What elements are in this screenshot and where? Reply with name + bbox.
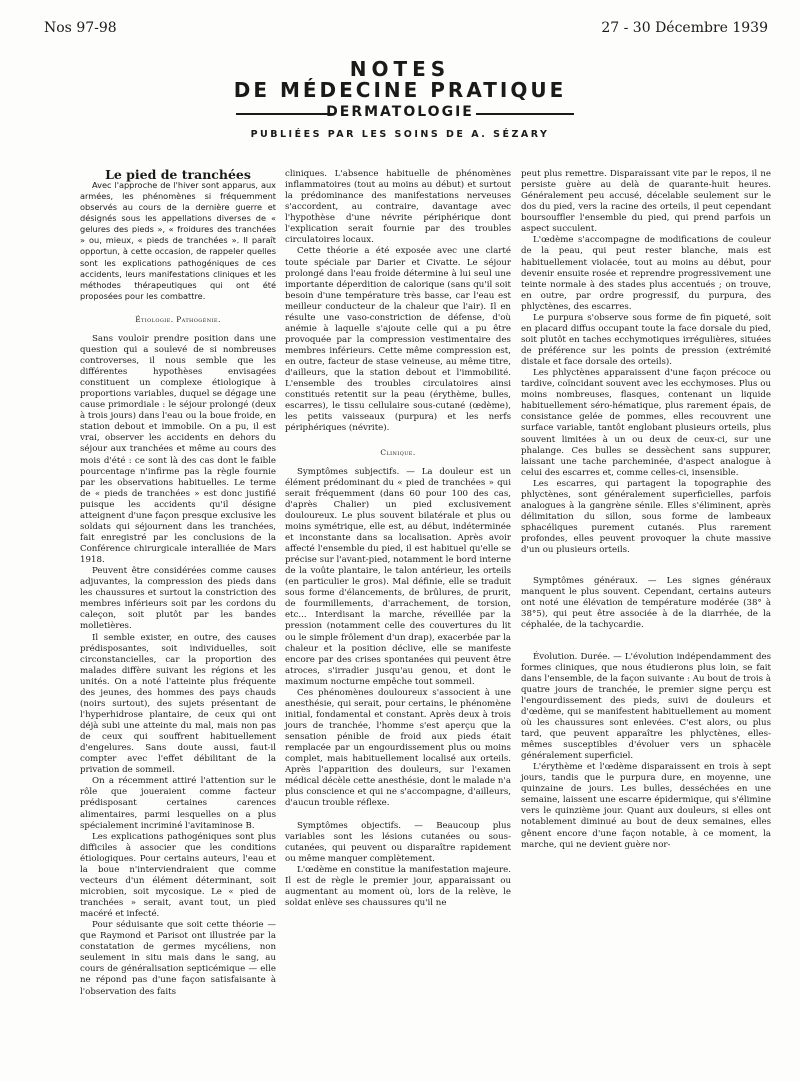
section-heading-clinical: Clinique. (380, 447, 416, 457)
paragraph: Symptômes subjectifs. — La douleur est un élément prédominant du « pied de tranchées » qui serait fréquemment (dans 60 pour 100 des cas, d'après Chalier) un pied exclusivement douloureux. Le plus souvent bilatérale et plus ou moins symétrique, elle est, au début, indéterminée et inconstante dans sa localisation. Après avoir affecté l'ensemble du pied, il est habituel qu'elle se précise sur l'avant-pied, notamment le bord interne de la voûte plantaire, le talon antérieur, les orteils (en particulier le gros). Mal définie, elle se traduit sous forme d'élancements, de brûlures, de prurit, de fourmillements, d'arrachement, de torsion, etc... Interdisant la marche, réveillée par la pression (notamment celle des couvertures du lit ou le simple frôlement d'un drap), exacerbée par la chaleur et la position déclive, elle se manifeste encore par des crises spontanées qui peuvent être atroces, s'irradier jusqu'au genou, et dont le maximum nocturne empêche tout sommeil. (285, 466, 512, 687)
paragraph: Il semble exister, en outre, des causes prédisposantes, soit individuelles, soit circonstancielles, car la proportion des malades diffère suivant les régions et les unités. On a noté l'atteinte plus fréquente des jeunes, des hommes des pays chauds (noirs surtout), des sujets présentant de l'hyperhidrose plantaire, de ceux qui ont déjà subi une atteinte du mal, mais non pas de ceux qui souffrent habituellement d'engelures. Sans doute aussi, faut-il compter avec l'effet débilitant de la privation de sommeil. (80, 632, 276, 776)
paragraph: L'œdème s'accompagne de modifications de couleur de la peau, qui peut rester blanche, mais est habituellement violacée, tout au moins au début, pour devenir ensuite rosée et reprendre progressivement une teinte normale à des stades plus accentués ; on trouve, en outre, par ordre progressif, du purpura, des phlyctènes, des escarres. (521, 235, 771, 312)
paragraph: Les explications pathogéniques sont plus difficiles à associer que les conditions étiologiques. Pour certains auteurs, l'eau et la boue n'interviendraient que comme vecteurs d'un élément déterminant, soit microbien, soit mycosique. Le « pied de tranchées » serait, avant tout, un pied macéré et infecté. (80, 831, 276, 920)
article-title: Le pied de tranchées (105, 167, 251, 182)
masthead-line1: NOTES (349, 57, 451, 81)
paragraph: Ces phénomènes douloureux s'associent à une anesthésie, qui serait, pour certains, le phénomène initial, fondamental et constant. Après deux à trois jours de tranchée, l'homme s'est aperçu que la sensation pénible de froid aux pieds était remplacée par un engourdissement plus ou moins complet, mais habituellement localisé aux orteils. Après l'apparition des douleurs, sur l'examen médical décèle cette anesthésie, dont le malade n'a plus conscience et qui ne s'accompagne, d'ailleurs, d'aucun trouble réflexe. (285, 687, 511, 809)
issue-date: 27 - 30 Décembre 1939 (601, 20, 768, 36)
section-rule-right (476, 113, 574, 115)
column-2 (285, 169, 511, 909)
column-1 (80, 169, 276, 998)
paragraph: peut plus remettre. Disparaissant vite par le repos, il ne persiste guère au delà de quarante-huit heures. Généralement peu accusé, décelable seulement sur le dos du pied, vers la racine des orteils, il peut cependant boursouffler l'ensemble du pied, qui prend parfois un aspect succulent. (521, 169, 771, 235)
paragraph: Les phlyctènes apparaissent d'une façon précoce ou tardive, coïncidant souvent avec les ecchymoses. Plus ou moins nombreuses, flasques, contenant un liquide habituellement séro-hématique, plus rarement épais, de consistance gelée de pommes, elles recouvrent une surface variable, tantôt englobant plusieurs orteils, plus souvent limitées à un ou deux de ceux-ci, sur une phalange. Ces bulles se dessèchent sans suppurer, laissant une tache parcheminée, d'aspect analogue à celui des escarres et, comme celles-ci, insensible. (521, 368, 771, 478)
paragraph: Symptômes généraux. — Les signes généraux manquent le plus souvent. Cependant, certains auteurs ont noté une élévation de température modérée (38° à 38°5), qui peut être associée à de la diarrhée, de la céphalée, de la tachycardie. (521, 576, 771, 631)
paragraph: Sans vouloir prendre position dans une question qui a soulevé de si nombreuses controverses, il nous semble que les différentes hypothèses envisagées constituent un complexe étiologique à proportions variables, duquel se dégage une cause primordiale : le séjour prolongé (deux à trois jours) dans l'eau ou la boue froide, en station debout et immobile. On a pu, il est vrai, observer les accidents en dehors du séjour aux tranchées et même au cours des mois d'été : ce sont là des cas dont le faible pourcentage n'infirme pas la règle fournie par les observations habituelles. Le terme de « pieds de tranchées » est donc justifié puisque les accidents qu'il désigne atteignent d'une façon presque exclusive les soldats qui séjournent dans les tranchées, fait enregistré par les conclusions de la Conférence chirurgicale interalliée de Mars 1918. (80, 333, 277, 566)
section-title: DERMATOLOGIE (326, 104, 474, 120)
paragraph: L'érythème et l'œdème disparaissent en trois à sept jours, tandis que le purpura dure, en moyenne, une quinzaine de jours. Les bulles, desséchées en une semaine, laissent une escarre épidermique, qui s'élimine vers le quinzième jour. Quant aux douleurs, si elles ont notablement diminué au bout de deux semaines, elles gênent encore d'une façon notable, à ce moment, la marche, qui ne devient guère nor- (521, 762, 771, 850)
paragraph: Le purpura s'observe sous forme de fin piqueté, soit en placard diffus occupant toute la face dorsale du pied, soit plutôt en taches ecchymotiques irrégulières, situées de préférence sur les points de pression (extrémité distale et face dorsale des orteils). (521, 312, 771, 368)
section-heading-etiology: Étiologie. Pathogénie. (135, 314, 221, 324)
masthead-line2: DE MÉDECINE PRATIQUE (233, 78, 567, 102)
lead-paragraph: Avec l'approche de l'hiver sont apparus, aux armées, les phénomènes si fréquemment observés au cours de la dernière guerre et désignés sous les appellations diverses de « gelures des pieds », « froidures des tranchées » ou, mieux, « pieds de tranchées ». Il paraît opportun, à cette occasion, de rappeler quelles sont les explications pathogéniques de ces accidents, leurs manifestations cliniques et les méthodes thérapeutiques qui ont été proposées pour les combattre. (80, 180, 276, 301)
paragraph: Peuvent être considérées comme causes adjuvantes, la compression des pieds dans les chaussures et surtout la constriction des membres inférieurs soit par les cordons du caleçon, soit plutôt par les bandes molletières. (80, 566, 276, 632)
column-3 (521, 169, 771, 851)
paragraph: Cette théorie a été exposée avec une clarté toute spéciale par Darier et Civatte. Le séjour prolongé dans l'eau froide détermine à lui seul une importante déperdition de calorique (sans qu'il soit besoin d'une température très basse, car l'eau est meilleur conducteur de la chaleur que l'air). Il en résulte une vaso-constriction de défense, d'où anémie à laquelle s'ajoute celle qui a pu être provoquée par la compression vestimentaire des membres inférieurs. Cette même compression est, en outre, facteur de stase veineuse, au même titre, d'ailleurs, que la station debout et l'immobilité. L'ensemble des troubles circulatoires ainsi constitués retentit sur la peau (érythème, bulles, escarres), le tissu cellulaire sous-cutané (œdème), les petits vaisseaux (purpura) et les nerfs périphériques (névrite). (285, 246, 511, 434)
paragraph: Les escarres, qui partagent la topographie des phlyctènes, sont généralement superficielles, parfois analogues à la gangrène sénile. Elles s'éliminent, après délimitation du sillon, sous forme de lambeaux sphacéliques purement cutanés. Plus rarement profondes, elles peuvent provoquer la chute massive d'un ou plusieurs orteils. (521, 478, 771, 556)
paragraph: L'œdème en constitue la manifestation majeure. Il est de règle le premier jour, apparaissant ou augmentant au moment où, lors de la relève, le soldat enlève ses chaussures qu'il ne (285, 864, 511, 908)
editor-line: PUBLIÉES PAR LES SOINS DE A. SÉZARY (250, 129, 550, 140)
paragraph: Pour séduisante que soit cette théorie — que Raymond et Parisot ont illustrée par la constatation de germes mycéliens, non seulement in situ mais dans le sang, au cours de généralisation septicémique — elle ne répond pas d'une façon satisfaisante à l'observation des faits (80, 920, 276, 997)
issue-number: Nos 97-98 (44, 20, 117, 36)
paragraph: Symptômes objectifs. — Beaucoup plus variables sont les lésions cutanées ou sous-cutanées, qui peuvent ou disparaître rapidement ou même manquer complètement. (285, 820, 511, 864)
paragraph: Évolution. Durée. — L'évolution indépendamment des formes cliniques, que nous étudierons plus loin, se fait dans l'ensemble, de la façon suivante : Au bout de trois à quatre jours de tranchée, le premier signe perçu est l'engourdissement des pieds, suivi de douleurs et d'œdème, qui se manifestent habituellement au moment où les chaussures sont enlevées. C'est alors, ou plus tard, que peuvent apparaître les phlyctènes, elles-mêmes susceptibles d'évoluer vers un sphacèle généralement superficiel. (521, 651, 771, 762)
paragraph: On a récemment attiré l'attention sur le rôle que joueraient comme facteur prédisposant certaines carences alimentaires, parmi lesquelles on a plus spécialement incriminé l'avitaminose B. (80, 776, 276, 831)
paragraph: cliniques. L'absence habituelle de phénomènes inflammatoires (tout au moins au début) et surtout la prédominance des manifestations nerveuses s'accordent, au contraire, davantage avec l'hypothèse d'une névrite périphérique dont l'explication serait fournie par des troubles circulatoires locaux. (285, 169, 511, 246)
